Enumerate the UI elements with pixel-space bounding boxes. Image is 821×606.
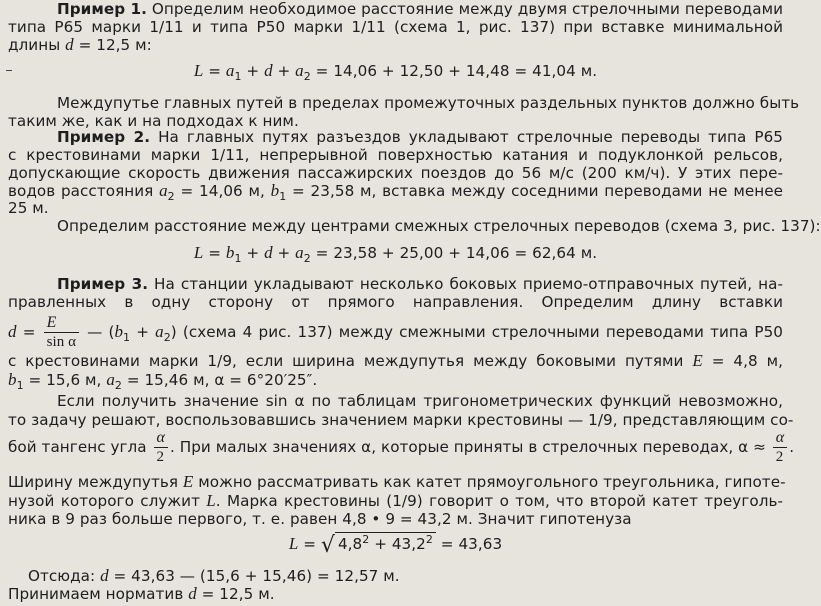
example2-line1 — [57, 128, 783, 146]
example2-heading: Пример 2. — [57, 128, 151, 146]
text-span: можно рассматривать как катет прямоугольного треугольника, гипоте- — [193, 473, 786, 491]
sqrt — [321, 531, 436, 559]
text-span: 4,8 — [337, 535, 363, 553]
op: + — [241, 244, 265, 262]
op: + — [241, 62, 265, 80]
sub: 2 — [114, 379, 122, 392]
eq-result: = 43,63 — [435, 535, 503, 553]
sin-line1: Если получить значение sin α по таблицам тригонометрических функций невозможно, — [57, 392, 783, 410]
text-span: ) (схема 4 рис. 137) между смежными стрелочными переводами типа Р50 — [170, 323, 784, 341]
var-L: L — [206, 491, 216, 510]
example1-line3 — [8, 36, 783, 54]
op: = — [203, 62, 226, 80]
text-span: = 15,6 м, — [23, 371, 107, 389]
example1-line1 — [57, 0, 783, 18]
var-b: b — [225, 243, 235, 262]
var-d: d — [100, 566, 109, 585]
op: + — [130, 323, 156, 341]
sup: 2 — [362, 533, 370, 546]
radical-sign: √ — [320, 533, 335, 558]
frac-num: α — [773, 428, 787, 448]
example2-line3: допускающие скорость движения пассажирских поездов до 56 м/с (200 км/ч). У этих пере- — [8, 164, 783, 182]
text-span: + 43,2 — [369, 535, 426, 553]
var-d: d — [65, 35, 74, 54]
sub: 2 — [167, 190, 175, 203]
text-span: Отсюда: — [28, 567, 101, 585]
example2-line4 — [8, 181, 783, 203]
frac-den: 2 — [156, 449, 165, 465]
text-span: = 15,46 м, α = 6°20′25″. — [121, 371, 318, 389]
var-a: a — [159, 181, 168, 200]
var-d: d — [264, 61, 273, 80]
example3-line5 — [8, 370, 783, 392]
text-span: нузой которого служит — [8, 492, 207, 510]
example3-line1 — [57, 275, 783, 293]
equation-3 — [0, 531, 791, 559]
width-line1 — [8, 472, 786, 491]
var-a: a — [106, 370, 115, 389]
op: = — [298, 535, 321, 553]
example2-line2: с крестовинами марки 1/11, непрерывной поверхностью катания и подуклонкой рельсов, — [8, 146, 783, 164]
var-a: a — [225, 61, 235, 80]
var-b: b — [270, 181, 280, 200]
conclusion-line2 — [8, 585, 783, 603]
text-span: с крестовинами марки 1/9, если ширина междупутья между боковыми путями — [8, 352, 693, 370]
text-span: Ширину междупутья — [8, 473, 183, 491]
example2-text: На главных путях разъездов укладывают стрелочные переводы типа Р65 — [150, 128, 784, 146]
frac-num: α — [154, 428, 168, 448]
text-span: = 23,58 м, вставка между соседними переводами не менее — [286, 182, 783, 200]
op: + — [272, 244, 296, 262]
var-E: E — [182, 472, 194, 491]
text-span: = 12,5 м: — [73, 36, 152, 54]
eq-result: = 14,06 + 12,50 + 14,48 = 41,04 м. — [310, 62, 598, 80]
text-span: . При малых значениях α, которые приняты в стрелочных переводах, α ≈ — [169, 438, 771, 456]
frac-den: 2 — [775, 449, 784, 465]
sub: 2 — [303, 70, 311, 83]
sub: 1 — [123, 331, 131, 344]
var-d: d — [8, 322, 17, 341]
between-line2: таким же, как и на подходах к ним. — [8, 112, 299, 130]
text-span: Принимаем норматив — [8, 585, 189, 603]
text-span: . Марка крестовины (1/9) говорит о том, что второй катет треуголь- — [215, 492, 783, 510]
fraction-E-sin — [44, 313, 79, 352]
op: = — [203, 244, 226, 262]
frac-num: E — [44, 313, 79, 333]
example3-line4 — [8, 352, 783, 370]
text-span: . — [789, 438, 795, 456]
eq-result: = 23,58 + 25,00 + 14,06 = 62,64 м. — [310, 244, 598, 262]
text-span: = 12,5 м. — [196, 585, 275, 603]
frac-den: sin α — [46, 334, 76, 350]
example3-text: На станции укладывают несколько боковых приемо-отправочных путей, на- — [148, 275, 783, 293]
text-span: бой тангенс угла — [8, 438, 152, 456]
sin-line3 — [8, 427, 795, 467]
sin-line2: то задачу решают, воспользовавшись значением марки крестовины — 1/9, представляющим со- — [8, 411, 794, 429]
sub: 2 — [303, 252, 311, 265]
var-a: a — [295, 61, 304, 80]
fraction-alpha-2 — [773, 428, 787, 467]
var-d: d — [264, 243, 273, 262]
example1-text: Определим необходимое расстояние между двумя стрелочными переводами — [146, 0, 783, 18]
var-b: b — [8, 370, 17, 389]
example3-line3 — [8, 312, 783, 352]
example2-line5: 25 м. — [8, 199, 49, 217]
text-span: водов расстояния — [8, 182, 160, 200]
var-E: E — [692, 351, 703, 370]
sub: 1 — [234, 70, 242, 83]
conclusion-line1 — [28, 567, 783, 585]
text-span: — ( — [80, 323, 115, 341]
text-span: = 14,06 м, — [174, 182, 271, 200]
text-span: длины — [8, 36, 66, 54]
between-line1: Междупутье главных путей в пределах промежуточных раздельных пунктов должно быть — [57, 94, 800, 112]
width-line2 — [8, 492, 783, 510]
text-span: = 4,8 м, — [702, 352, 783, 370]
sub: 2 — [163, 331, 171, 344]
example3-line2: правленных в одну сторону от прямого направления. Определим длину вставки — [8, 293, 783, 311]
equation-2 — [0, 243, 791, 265]
op: = — [16, 323, 42, 341]
var-d: d — [188, 584, 197, 603]
example1-line2: типа Р65 марки 1/11 и типа Р50 марки 1/11 (схема 1, рис. 137) при вставке минимальной — [8, 18, 783, 36]
width-line3: ника в 9 раз больше первого, т. е. равен 4,8 • 9 = 43,2 м. Значит гипотенуза — [8, 510, 632, 528]
example1-heading: Пример 1. — [57, 0, 147, 18]
equation-1 — [0, 61, 791, 83]
fraction-alpha-2 — [154, 428, 168, 467]
op: + — [272, 62, 296, 80]
sub: 1 — [279, 190, 287, 203]
sup: 2 — [425, 533, 433, 546]
var-L: L — [193, 61, 204, 80]
var-L: L — [193, 243, 204, 262]
var-L: L — [288, 534, 299, 553]
sub: 1 — [234, 252, 242, 265]
text-span: = 43,63 — (15,6 + 15,46) = 12,57 м. — [108, 567, 400, 585]
var-a: a — [155, 322, 164, 341]
sqrt-arg — [335, 532, 436, 553]
var-b: b — [114, 322, 124, 341]
distance-line1: Определим расстояние между центрами смежных стрелочных переводов (схема 3, рис. 137): — [57, 217, 821, 235]
sub: 1 — [16, 379, 24, 392]
example3-heading: Пример 3. — [57, 275, 149, 293]
var-a: a — [295, 243, 304, 262]
